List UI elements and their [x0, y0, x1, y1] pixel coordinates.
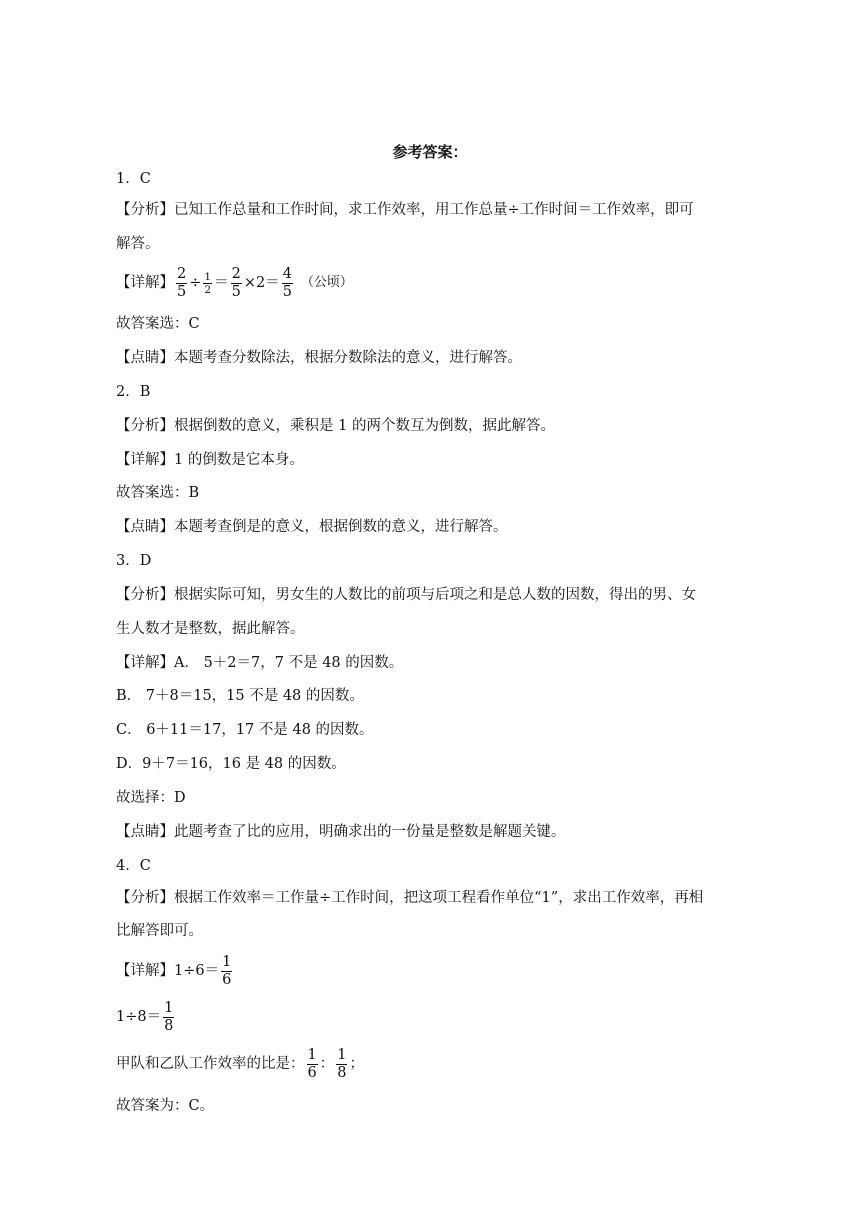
q3-number: 3．D	[116, 553, 152, 569]
q1-answer: 故答案选：C	[116, 316, 200, 332]
q2-analysis: 【分析】根据倒数的意义，乘积是 1 的两个数互为倒数，据此解答。	[116, 418, 555, 434]
q1-analysis-line1: 【分析】已知工作总量和工作时间，求工作效率，用工作总量÷工作时间＝工作效率，即可	[116, 202, 694, 218]
q2-number: 2．B	[116, 384, 151, 400]
q4-answer: 故答案为：C。	[116, 1098, 215, 1114]
q3-comment: 【点睛】此题考查了比的应用，明确求出的一份量是整数是解题关键。	[116, 824, 566, 840]
q1-fraction-1: $\frac{2}{5}$	[177, 265, 187, 300]
q4-detail-line1	[116, 951, 234, 991]
q1-analysis-line2: 解答。	[116, 236, 160, 252]
q1-unit: （公顷）	[300, 275, 353, 290]
q4-ratio-prefix: 甲队和乙队工作效率的比是：	[116, 1056, 305, 1072]
q1-times-two: ×2＝	[243, 275, 280, 291]
q4-ratio-fraction-2: $\frac{1}{8}$	[337, 1046, 347, 1081]
q4-ratio-fraction-1: $\frac{1}{6}$	[307, 1046, 317, 1081]
q2-detail: 【详解】1 的倒数是它本身。	[116, 452, 304, 468]
q4-analysis-line2: 比解答即可。	[116, 923, 203, 939]
q4-detail-line2	[116, 997, 176, 1037]
q3-detail-d: D．9＋7＝16，16 是 48 的因数。	[116, 756, 346, 772]
q1-detail	[116, 263, 353, 303]
q1-fraction-3: $\frac{2}{5}$	[231, 265, 241, 300]
q1-comment: 【点睛】本题考查分数除法，根据分数除法的意义，进行解答。	[116, 350, 522, 366]
q4-ratio-semicolon: ；	[349, 1056, 364, 1072]
q3-analysis-line2: 生人数才是整数，据此解答。	[116, 621, 305, 637]
q1-number: 1．C	[116, 171, 151, 187]
q1-fraction-2: $\frac{1}{2}$	[204, 270, 212, 296]
q3-detail-a: 【详解】A． 5＋2＝7，7 不是 48 的因数。	[116, 655, 404, 671]
q1-detail-label: 【详解】	[116, 275, 174, 291]
q4-ratio-line	[116, 1044, 364, 1084]
q4-fraction-2: $\frac{1}{8}$	[164, 999, 174, 1034]
q4-detail-label: 【详解】1÷6＝	[116, 963, 220, 979]
q4-ratio-colon: ：	[319, 1056, 335, 1072]
q3-answer: 故选择：D	[116, 790, 186, 806]
q4-number: 4．C	[116, 858, 151, 874]
q1-divide-sign: ÷	[189, 275, 202, 291]
q1-fraction-4: $\frac{4}{5}$	[282, 265, 292, 300]
page-title: 参考答案：	[392, 143, 468, 161]
q3-analysis-line1: 【分析】根据实际可知，男女生的人数比的前项与后项之和是总人数的因数，得出的男、女	[116, 587, 696, 603]
q4-line2-prefix: 1÷8＝	[116, 1009, 162, 1025]
q2-answer: 故答案选：B	[116, 485, 200, 501]
q2-comment: 【点睛】本题考查倒是的意义，根据倒数的意义，进行解答。	[116, 519, 508, 535]
q4-analysis-line1: 【分析】根据工作效率＝工作量÷工作时间，把这项工程看作单位“1”，求出工作效率，再相	[116, 890, 704, 906]
q3-detail-b: B． 7＋8＝15，15 不是 48 的因数。	[116, 688, 364, 704]
q3-detail-c: C． 6＋11＝17，17 不是 48 的因数。	[116, 722, 374, 738]
q4-fraction-1: $\frac{1}{6}$	[222, 953, 232, 988]
q1-equals: ＝	[214, 275, 229, 291]
